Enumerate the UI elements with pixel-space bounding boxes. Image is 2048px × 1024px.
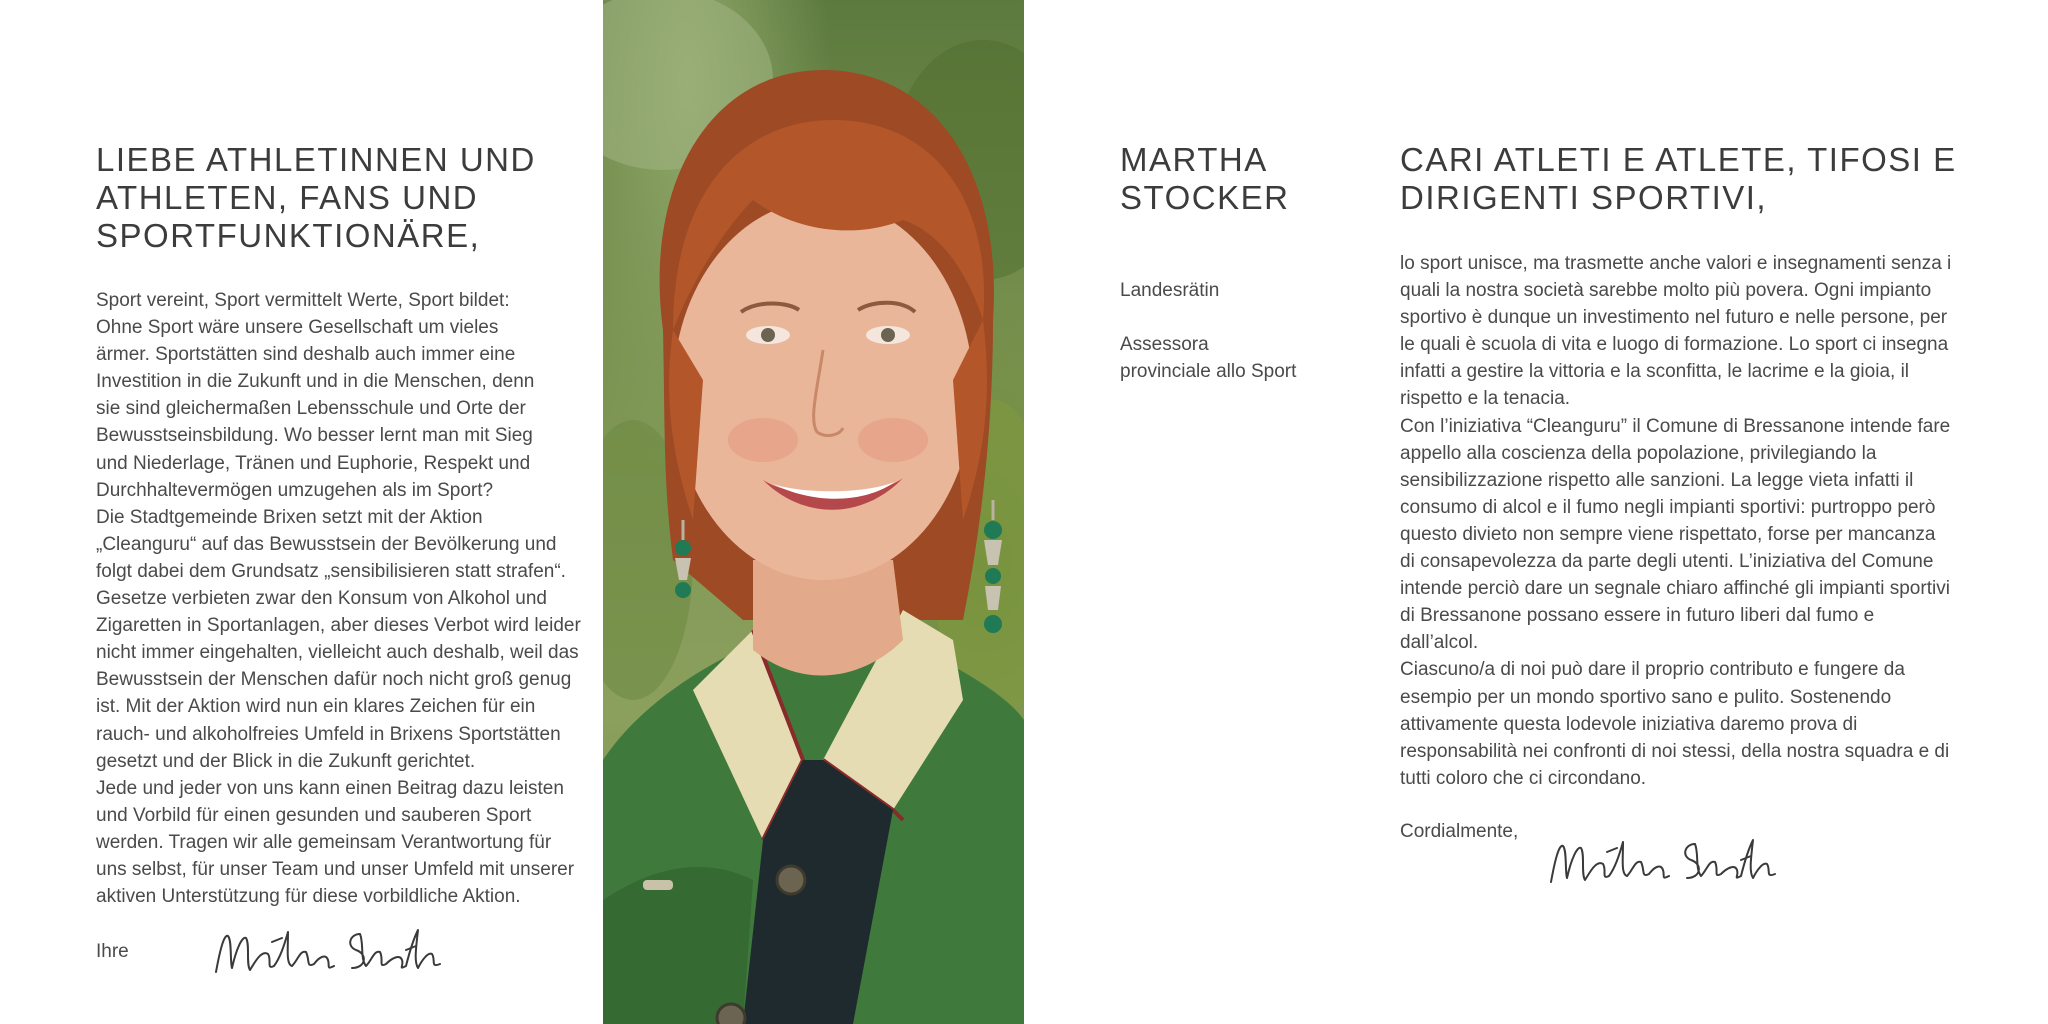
german-body-line: und Vorbild für einen gesunden und sauberen Sport bbox=[96, 804, 532, 826]
german-body-line: ärmer. Sportstätten sind deshalb auch immer eine bbox=[96, 344, 516, 366]
german-body-line: gesetzt und der Blick in die Zukunft gerichtet. bbox=[96, 750, 476, 772]
german-body-line: ist. Mit der Aktion wird nun ein klares Zeichen für ein bbox=[96, 696, 536, 718]
italian-signature bbox=[1545, 830, 1785, 892]
italian-body bbox=[1400, 250, 1955, 792]
german-body-line: Investition in die Zukunft und in die Menschen, denn bbox=[96, 371, 535, 393]
italian-closing: Cordialmente, bbox=[1400, 821, 1519, 842]
german-body bbox=[96, 287, 596, 910]
person-name-line: MARTHA bbox=[1120, 141, 1268, 178]
german-body-line: nicht immer eingehalten, vielleicht auch deshalb, weil das bbox=[96, 642, 579, 664]
german-body-line: Bewusstseinsbildung. Wo besser lernt man mit Sieg bbox=[96, 425, 533, 447]
german-body-line: Die Stadtgemeinde Brixen setzt mit der Aktion bbox=[96, 506, 483, 528]
portrait-photo bbox=[603, 0, 1024, 1024]
german-closing: Ihre bbox=[96, 941, 129, 962]
german-signature bbox=[210, 920, 450, 982]
german-body-line: Bewusstsein der Menschen dafür noch nicht groß genug bbox=[96, 669, 572, 691]
italian-paragraph: Ciascuno/a di noi può dare il proprio contributo e fungere da esempio per un mondo sportivo sano e pulito. Sostenendo attivamente questa lodevole iniziativa daremo prova di responsabilità nei confronti di noi stessi, della nostra squadra e di tutti coloro che ci circondano. bbox=[1400, 659, 1950, 789]
german-heading-line: SPORTFUNKTIONÄRE, bbox=[96, 217, 481, 254]
italian-heading-line: CARI ATLETI E ATLETE, TIFOSI E bbox=[1400, 141, 1957, 178]
german-body-line: uns selbst, für unser Team und unser Umfeld mit unserer bbox=[96, 858, 575, 880]
role-italian bbox=[1120, 331, 1350, 385]
german-body-line: werden. Tragen wir alle gemeinsam Verantwortung für bbox=[96, 831, 552, 853]
role-italian-line: Assessora bbox=[1120, 334, 1209, 355]
german-body-line: sie sind gleichermaßen Lebensschule und Orte der bbox=[96, 398, 526, 420]
role-italian-line: provinciale allo Sport bbox=[1120, 361, 1297, 382]
italian-heading-line: DIRIGENTI SPORTIVI, bbox=[1400, 179, 1768, 216]
italian-paragraph: lo sport unisce, ma trasmette anche valori e insegnamenti senza i quali la nostra società sarebbe molto più povera. Ogni impianto sportivo è dunque un investimento nel futuro e nelle persone, per le quali è scuola di vita e luogo di formazione. Lo sport ci insegna infatti a gestire la vittoria e la sconfitta, le lacrime e la gioia, il rispetto e la tenacia. bbox=[1400, 253, 1952, 410]
german-body-line: Gesetze verbieten zwar den Konsum von Alkohol und bbox=[96, 588, 547, 610]
person-name bbox=[1120, 141, 1340, 217]
german-heading-line: LIEBE ATHLETINNEN UND bbox=[96, 141, 536, 178]
german-body-line: „Cleanguru“ auf das Bewusstsein der Bevölkerung und bbox=[96, 533, 557, 555]
person-name-line: STOCKER bbox=[1120, 179, 1290, 216]
portrait-illustration bbox=[603, 0, 1024, 1024]
german-body-line: rauch- und alkoholfreies Umfeld in Brixens Sportstätten bbox=[96, 723, 561, 745]
german-body-line: Zigaretten in Sportanlagen, aber dieses Verbot wird leider bbox=[96, 615, 581, 637]
german-heading bbox=[96, 141, 606, 255]
german-heading-line: ATHLETEN, FANS UND bbox=[96, 179, 479, 216]
german-body-line: aktiven Unterstützung für diese vorbildliche Aktion. bbox=[96, 886, 521, 908]
german-body-line: folgt dabei dem Grundsatz „sensibilisieren statt strafen“. bbox=[96, 560, 566, 582]
german-body-line: Sport vereint, Sport vermittelt Werte, Sport bildet: bbox=[96, 290, 510, 311]
italian-heading bbox=[1400, 141, 2000, 217]
german-body-line: Jede und jeder von uns kann einen Beitrag dazu leisten bbox=[96, 777, 564, 799]
person-roles bbox=[1120, 277, 1350, 412]
german-body-line: Durchhaltevermögen umzugehen als im Sport? bbox=[96, 479, 494, 501]
german-body-line: und Niederlage, Tränen und Euphorie, Respekt und bbox=[96, 452, 531, 474]
german-body-line: Ohne Sport wäre unsere Gesellschaft um vieles bbox=[96, 317, 499, 339]
italian-paragraph: Con l’iniziativa “Cleanguru” il Comune di Bressanone intende fare appello alla coscienza della popolazione, privilegiando la sensibilizzazione rispetto alle sanzioni. La legge vieta infatti il consumo di alcol e il fumo negli impianti sportivi: purtroppo però questo divieto non sempre viene rispettato, forse per mancanza di consapevolezza da parte degli utenti. L’iniziativa del Comune intende perciò dare un segnale chiaro affinché gli impianti sportivi di Bressanone possano essere in futuro liberi dal fumo e dall’alcol. bbox=[1400, 415, 1951, 654]
role-german: Landesrätin bbox=[1120, 280, 1220, 301]
